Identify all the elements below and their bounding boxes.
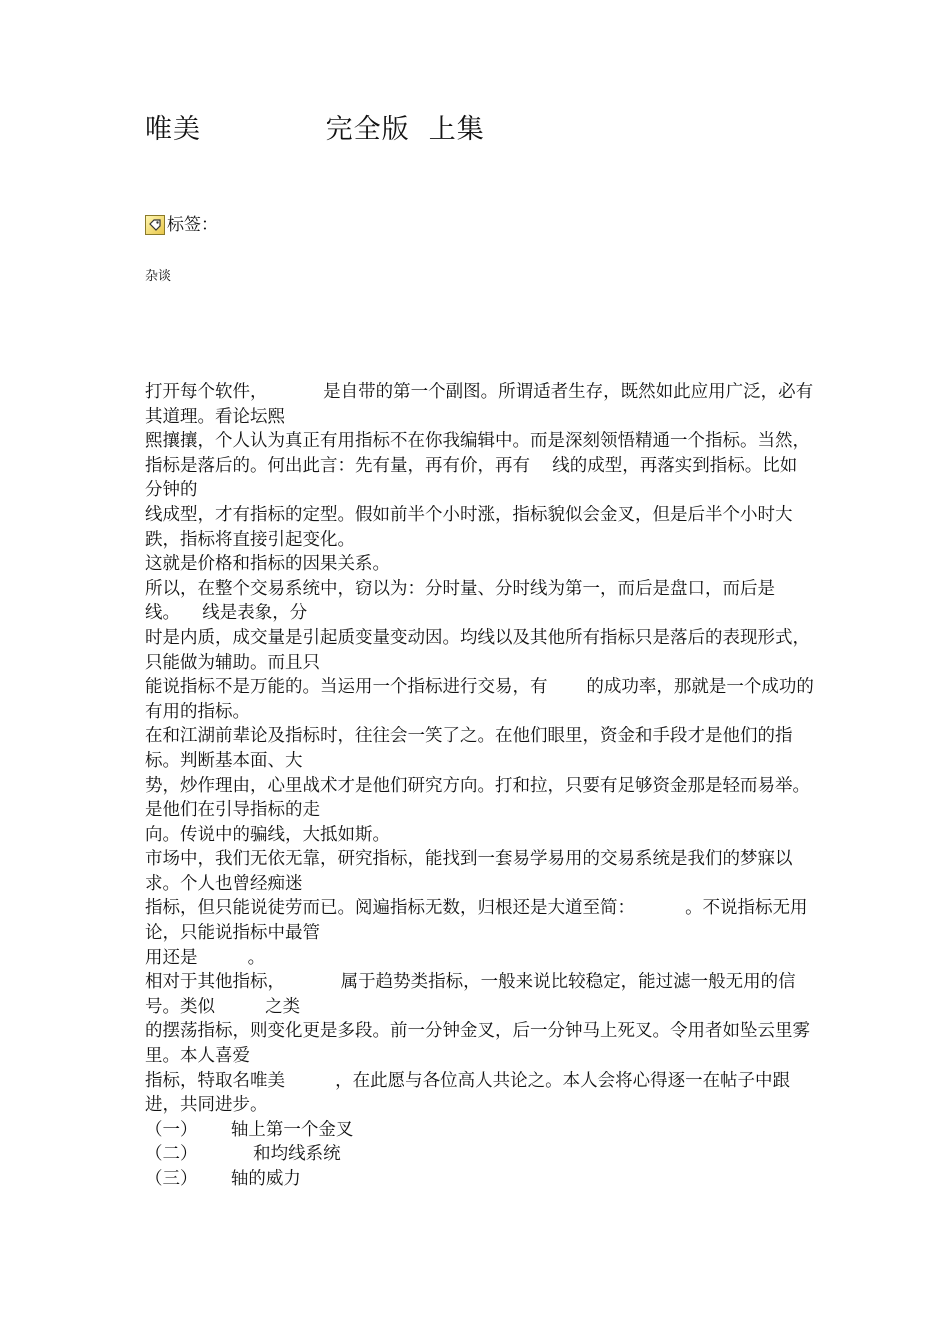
category-link[interactable]: 杂谈 — [145, 269, 172, 284]
paragraph: 时是内质，成交量是引起质变量变动因。均线以及其他所有指标只是落后的表现形式，只能做为辅助。而且只 — [145, 627, 810, 673]
paragraph: 打开每个软件， 是自带的第一个副图。所谓适者生存，既然如此应用广泛，必有其道理。看论坛熙 — [145, 382, 814, 427]
paragraph: 在和江湖前辈论及指标时，往往会一笑了之。在他们眼里，资金和手段才是他们的指标。判断基本面、大 — [145, 726, 793, 771]
toc-item[interactable]: （一） 轴上第一个金叉 — [145, 1119, 354, 1140]
toc-item[interactable]: （三） 轴的威力 — [145, 1169, 301, 1189]
paragraph: 的摆荡指标，则变化更是多段。前一分钟金叉，后一分钟马上死叉。令用者如坠云里雾里。本人喜爱 — [145, 1021, 810, 1067]
toc-item[interactable]: （二） 和均线系统 — [145, 1144, 341, 1165]
article-body — [145, 380, 837, 1192]
paragraph: 用还是 。 — [145, 947, 266, 968]
paragraph: 指标，但只能说徒劳而已。阅遍指标无数，归根还是大道至简： 。不说指标无用论，只能说指标中最管 — [145, 898, 808, 944]
paragraph: 向。传说中的骗线，大抵如斯。 — [145, 824, 390, 845]
paragraph: 势，炒作理由，心里战术才是他们研究方向。打和拉，只要有足够资金那是轻而易举。是他们在引导指标的走 — [145, 775, 810, 821]
paragraph: 所以，在整个交易系统中，窃以为：分时量、分时线为第一，而后是盘口，而后是 线。 线是表象，分 — [145, 578, 798, 624]
paragraph: 这就是价格和指标的因果关系。 — [145, 554, 390, 575]
tag-label: 标签： — [167, 215, 218, 235]
page-title: 唯美 完全版 上集 — [145, 114, 485, 145]
paragraph: 市场中，我们无依无靠，研究指标，能找到一套易学易用的交易系统是我们的梦寐以求。个人也曾经痴迷 — [145, 849, 793, 894]
table-of-contents — [145, 1118, 815, 1192]
paragraph: 能说指标不是万能的。当运用一个指标进行交易，有 的成功率，那就是一个成功的有用的指标。 — [145, 677, 814, 722]
tag-row — [145, 213, 218, 237]
paragraph: 熙攘攘，个人认为真正有用指标不在你我编辑中。而是深刻领悟精通一个指标。当然，指标是落后的。何出此言：先有量，再有价，再有 线的成型，再落实到指标。比如 分钟的 — [145, 431, 837, 501]
paragraph: 相对于其他指标， 属于趋势类指标，一般来说比较稳定，能过滤一般无用的信号。类似 之类 — [145, 972, 796, 1017]
tag-icon — [145, 215, 165, 235]
paragraph: 指标，特取名唯美 ，在此愿与各位高人共论之。本人会将心得逐一在帖子中跟进，共同进步。 — [145, 1070, 791, 1116]
paragraph: 线成型，才有指标的定型。假如前半个小时涨，指标貌似会金叉，但是后半个小时大跌，指标将直接引起变化。 — [145, 504, 793, 550]
